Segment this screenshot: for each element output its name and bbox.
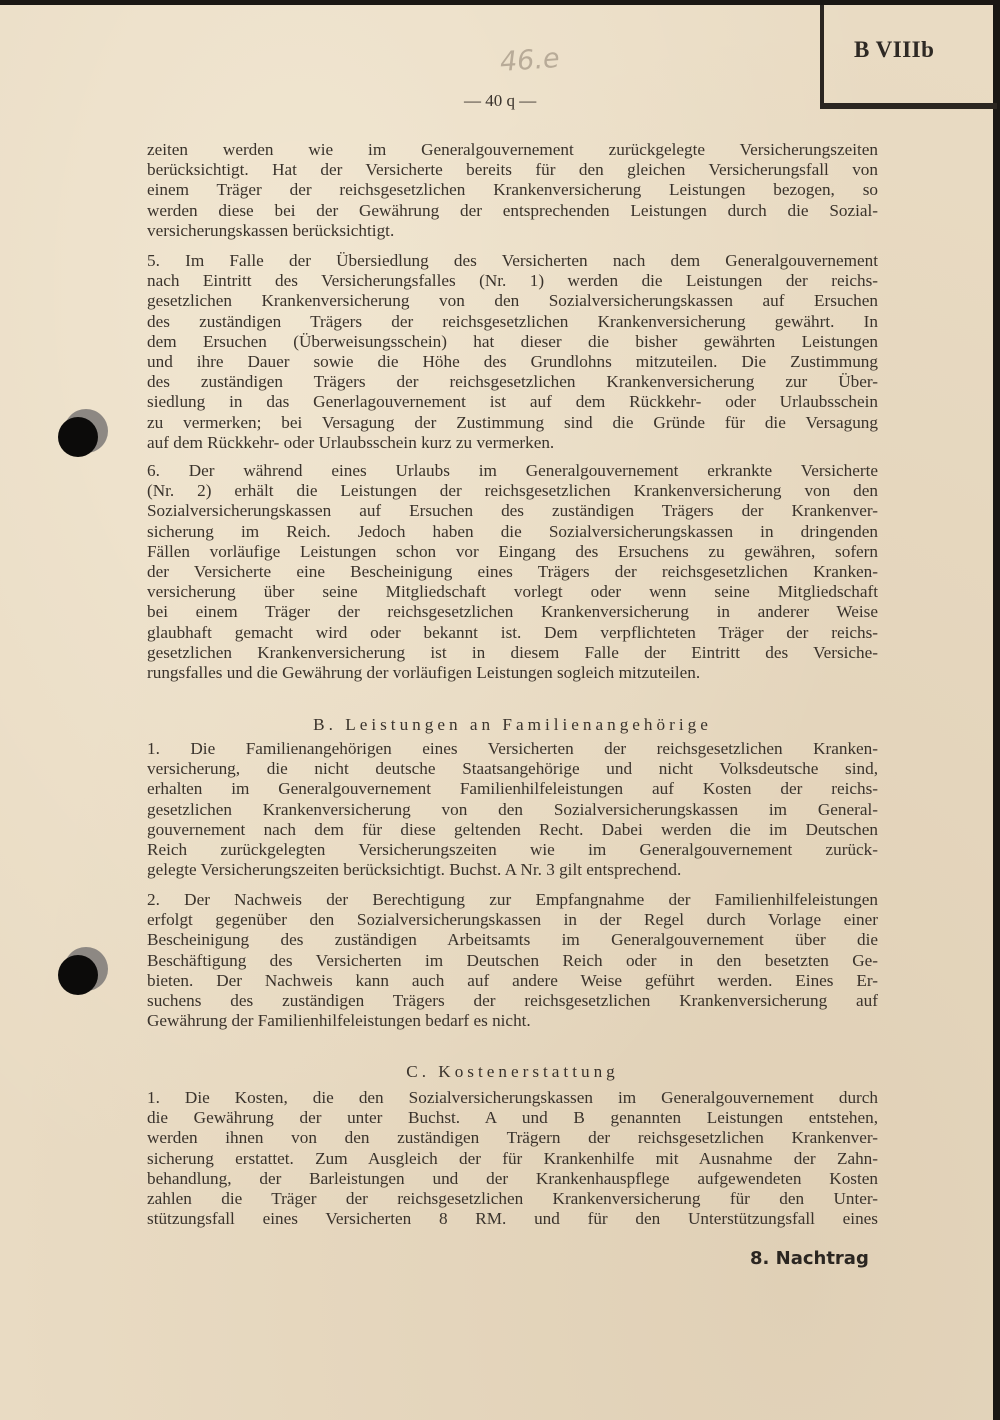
paragraph-line: gesetzlichen Krankenversicherung von den Sozialversicherungskassen auf Ersuchen: [147, 291, 878, 311]
paragraph-line: (Nr. 2) erhält die Leistungen der reichsgesetzlichen Krankenversicherung von den: [147, 481, 878, 501]
punch-hole: [58, 955, 98, 995]
paragraph-line: 6. Der während eines Urlaubs im Generalgouvernement erkrankte Versicherte: [147, 461, 878, 480]
paragraph-line: zahlen die Träger der reichsgesetzlichen Krankenversicherung für den Unter-: [147, 1189, 878, 1208]
paragraph-line: dem Ersuchen (Überweisungsschein) hat dieser die bisher gewährten Leistungen: [147, 331, 878, 351]
paragraph-line: rungsfalles und die Gewährung der vorläufigen Leistungen sogleich mitzuteilen.: [147, 663, 701, 682]
paragraph-line: einem Träger der reichsgesetzlichen Krankenversicherung Leistungen bezogen, so: [147, 180, 878, 200]
punch-hole: [58, 417, 98, 457]
document-page: [0, 5, 993, 1420]
paragraph-line: 5. Im Falle der Übersiedlung des Versicherten nach dem Generalgouvernement: [147, 251, 878, 270]
paragraph-line: bei einem Träger der reichsgesetzlichen Krankenversicherung in anderer Weise: [147, 602, 878, 622]
paragraph-line: zeiten werden wie im Generalgouvernement zurückgelegte Versicherungszeiten: [147, 140, 878, 159]
paragraph-line: zu vermerken; bei Versagung der Zustimmung sind die Gründe für die Versagung: [147, 412, 878, 432]
paragraph-line: sicherung erstattet. Zum Ausgleich der für Krankenhilfe mit Ausnahme der Zahn-: [147, 1148, 878, 1168]
handwritten-note: 46.e: [498, 42, 561, 79]
paragraph-line: Reich zurückgelegten Versicherungszeiten wie im Generalgouvernement zurück-: [147, 840, 878, 859]
paragraph-line: 1. Die Kosten, die den Sozialversicherungskassen im Generalgouvernement durch: [147, 1088, 878, 1107]
paragraph-line: stützungsfall eines Versicherten 8 RM. und für den Unterstützungsfall eines: [147, 1209, 878, 1229]
paragraph-line: suchens des zuständigen Trägers der reichsgesetzlichen Krankenversicherung auf: [147, 991, 878, 1010]
paragraph-line: glaubhaft gemacht wird oder bekannt ist. Dem verpflichteten Träger der reichs-: [147, 622, 878, 642]
paragraph-line: werden ihnen von den zuständigen Trägern der reichsgesetzlichen Krankenver-: [147, 1128, 878, 1148]
paragraph-line: gouvernement nach dem für diese geltenden Recht. Dabei werden die im Deutschen: [147, 819, 878, 839]
paragraph-line: versicherungskassen berücksichtigt.: [147, 220, 395, 240]
paragraph-line: gesetzlichen Krankenversicherung ist in diesem Falle der Eintritt des Versiche-: [147, 642, 878, 662]
paragraph-line: nach Eintritt des Versicherungsfalles (Nr. 1) werden die Leistungen der reichs-: [147, 271, 878, 291]
paragraph-line: Fällen vorläufige Leistungen schon vor Eingang des Ersuchens zu gewähren, sofern: [147, 541, 878, 561]
paragraph-line: 2. Der Nachweis der Berechtigung zur Empfangnahme der Familienhilfeleistungen: [147, 890, 878, 909]
paragraph-line: des zuständigen Trägers der reichsgesetzlichen Krankenversicherung zur Über-: [147, 372, 878, 392]
paragraph-line: gelegte Versicherungszeiten berücksichtigt. Buchst. A Nr. 3 gilt entsprechend.: [147, 860, 682, 880]
paragraph-line: der Versicherte eine Bescheinigung eines Trägers der reichsgesetzlichen Kranken-: [147, 562, 878, 581]
paragraph-line: behandlung, der Barleistungen und der Krankenhauspflege aufgewendeten Kosten: [147, 1168, 878, 1188]
paragraph-line: gesetzlichen Krankenversicherung von den Sozialversicherungskassen im General-: [147, 799, 878, 819]
paragraph-line: Beschäftigung des Versicherten im Deutschen Reich oder in den besetzten Ge-: [147, 950, 878, 970]
paragraph-line: Bescheinigung des zuständigen Arbeitsamts im Generalgouvernement über die: [147, 930, 878, 950]
paragraph-line: bieten. Der Nachweis kann auch auf andere Weise geführt werden. Eines Er-: [147, 970, 878, 990]
paragraph-line: versicherung über seine Mitgliedschaft vorlegt oder wenn seine Mitgliedschaft: [147, 582, 878, 602]
paragraph-line: auf dem Rückkehr- oder Urlaubsschein kurz zu vermerken.: [147, 432, 555, 452]
footer-label: 8. Nachtrag: [750, 1248, 869, 1269]
section-heading: C. Kostenerstattung: [406, 1062, 619, 1081]
paragraph-line: des zuständigen Trägers der reichsgesetzlichen Krankenversicherung gewährt. In: [147, 311, 878, 331]
paragraph-line: versicherung, die nicht deutsche Staatsangehörige und nicht Volksdeutsche sind,: [147, 759, 878, 779]
paragraph-line: Gewährung der Familienhilfeleistungen bedarf es nicht.: [147, 1011, 531, 1031]
paragraph-line: 1. Die Familienangehörigen eines Versicherten der reichsgesetzlichen Kranken-: [147, 739, 878, 758]
page-number: — 40 q —: [464, 91, 537, 110]
paragraph-line: sicherung im Reich. Jedoch haben die Sozialversicherungskassen in dringenden: [147, 521, 878, 541]
paragraph-line: erfolgt gegenüber den Sozialversicherungskassen in der Regel durch Vorlage einer: [147, 910, 878, 930]
section-heading: B. Leistungen an Familienangehörige: [313, 715, 712, 734]
paragraph-line: Sozialversicherungskassen auf Ersuchen des zuständigen Trägers der Krankenver-: [147, 501, 878, 521]
paragraph-line: erhalten im Generalgouvernement Familienhilfeleistungen auf Kosten der reichs-: [147, 779, 878, 799]
paragraph-line: die Gewährung der unter Buchst. A und B genannten Leistungen entstehen,: [147, 1108, 878, 1128]
paragraph-line: siedlung in das Generlagouvernement ist auf dem Rückkehr- oder Urlaubsschein: [147, 392, 878, 412]
section-label-box: [820, 5, 997, 109]
paragraph-line: berücksichtigt. Hat der Versicherte bereits für den gleichen Versicherungsfall von: [147, 160, 878, 180]
section-label: B VIIIb: [854, 37, 935, 62]
paragraph-line: werden diese bei der Gewährung der entsprechenden Leistungen durch die Sozial-: [147, 200, 878, 220]
paragraph-line: und ihre Dauer sowie die Höhe des Grundlohns mitzuteilen. Die Zustimmung: [147, 352, 878, 371]
